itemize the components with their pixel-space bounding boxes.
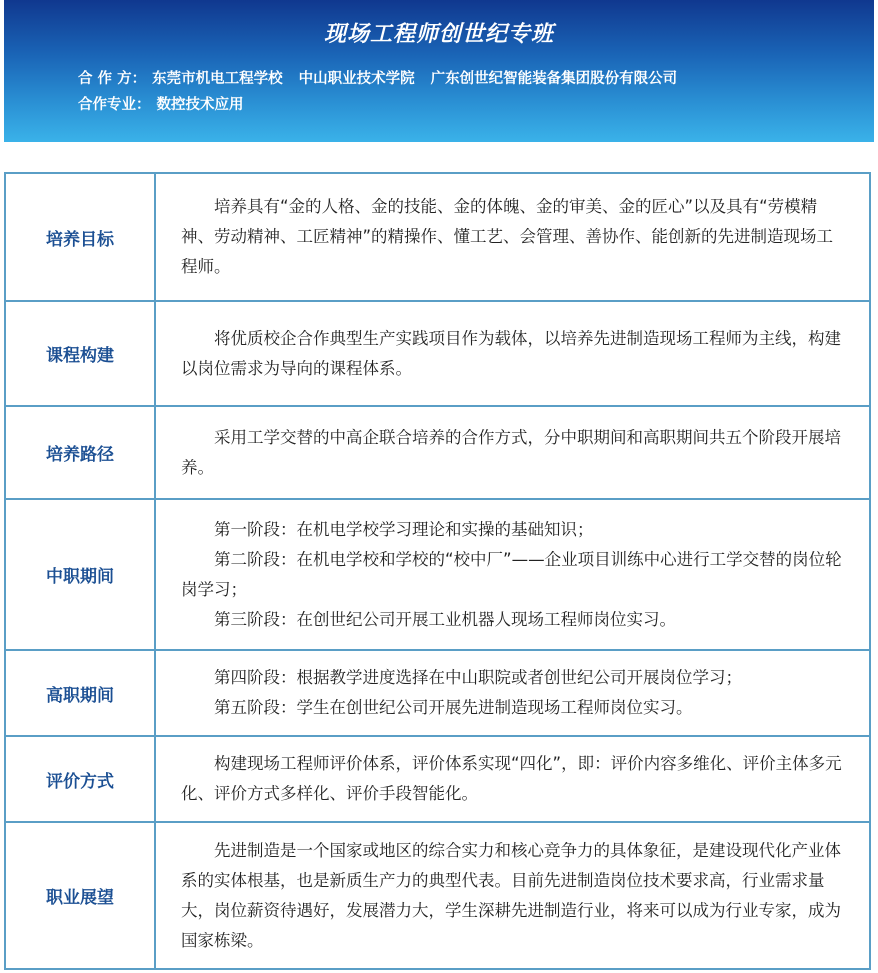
content-paragraph: 第五阶段：学生在创世纪公司开展先进制造现场工程师岗位实习。 — [214, 698, 693, 717]
table-row — [5, 173, 870, 301]
row-content — [155, 173, 870, 301]
partner-org: 中山职业技术学院 — [298, 71, 415, 87]
table-row — [5, 736, 870, 822]
major-line — [78, 93, 244, 114]
major-label: 合作专业： — [78, 97, 151, 113]
row-content — [155, 301, 870, 406]
table-row — [5, 822, 870, 969]
content-paragraph: 构建现场工程师评价体系，评价体系实现“四化”，即：评价内容多维化、评价主体多元化、评价方式多样化、评价手段智能化。 — [181, 754, 842, 803]
content-paragraph: 将优质校企合作典型生产实践项目作为载体，以培养先进制造现场工程师为主线，构建以岗位需求为导向的课程体系。 — [181, 328, 841, 378]
row-label: 培养目标 — [5, 173, 155, 301]
row-content — [155, 650, 870, 736]
row-content — [155, 736, 870, 822]
table-row — [5, 301, 870, 406]
content-paragraph: 第一阶段：在机电学校学习理论和实操的基础知识； — [214, 519, 594, 539]
content-paragraph: 采用工学交替的中高企联合培养的合作方式，分中职期间和高职期间共五个阶段开展培养。 — [181, 427, 841, 477]
content-paragraph: 培养具有“金的人格、金的技能、金的体魄、金的审美、金的匠心”以及具有“劳模精神、劳动精神、工匠精神”的精操作、懂工艺、会管理、善协作、能创新的先进制造现场工程师。 — [181, 197, 834, 276]
row-content — [155, 499, 870, 650]
row-label: 职业展望 — [5, 822, 155, 969]
row-content — [155, 822, 870, 969]
row-label: 培养路径 — [5, 406, 155, 499]
program-title: 现场工程师创世纪专班 — [323, 22, 554, 47]
row-label: 评价方式 — [5, 736, 155, 822]
content-paragraph: 第二阶段：在机电学校和学校的“校中厂”——企业项目训练中心进行工学交替的岗位轮岗学习； — [181, 549, 842, 599]
table-row — [5, 499, 870, 650]
table-row — [5, 406, 870, 499]
row-label: 高职期间 — [5, 650, 155, 736]
row-label: 中职期间 — [5, 499, 155, 650]
partners-line — [78, 67, 693, 88]
program-header-banner — [4, 0, 874, 142]
partner-org: 东莞市机电工程学校 — [152, 71, 283, 87]
program-info-table — [4, 172, 871, 970]
content-paragraph: 第四阶段：根据教学进度选择在中山职院或者创世纪公司开展岗位学习； — [214, 668, 742, 687]
table-row — [5, 650, 870, 736]
row-content — [155, 406, 870, 499]
row-label: 课程构建 — [5, 301, 155, 406]
content-paragraph: 第三阶段：在创世纪公司开展工业机器人现场工程师岗位实习。 — [214, 609, 676, 629]
partner-org: 广东创世纪智能装备集团股份有限公司 — [430, 71, 678, 87]
content-paragraph: 先进制造是一个国家或地区的综合实力和核心竞争力的具体象征，是建设现代化产业体系的实体根基，也是新质生产力的典型代表。目前先进制造岗位技术要求高，行业需求量大，岗位薪资待遇好，发展潜力大，学生深耕先进制造行业，将来可以成为行业专家，成为国家栋梁。 — [181, 840, 841, 950]
major-value: 数控技术应用 — [156, 97, 244, 113]
partners-label: 合 作 方： — [78, 71, 147, 87]
